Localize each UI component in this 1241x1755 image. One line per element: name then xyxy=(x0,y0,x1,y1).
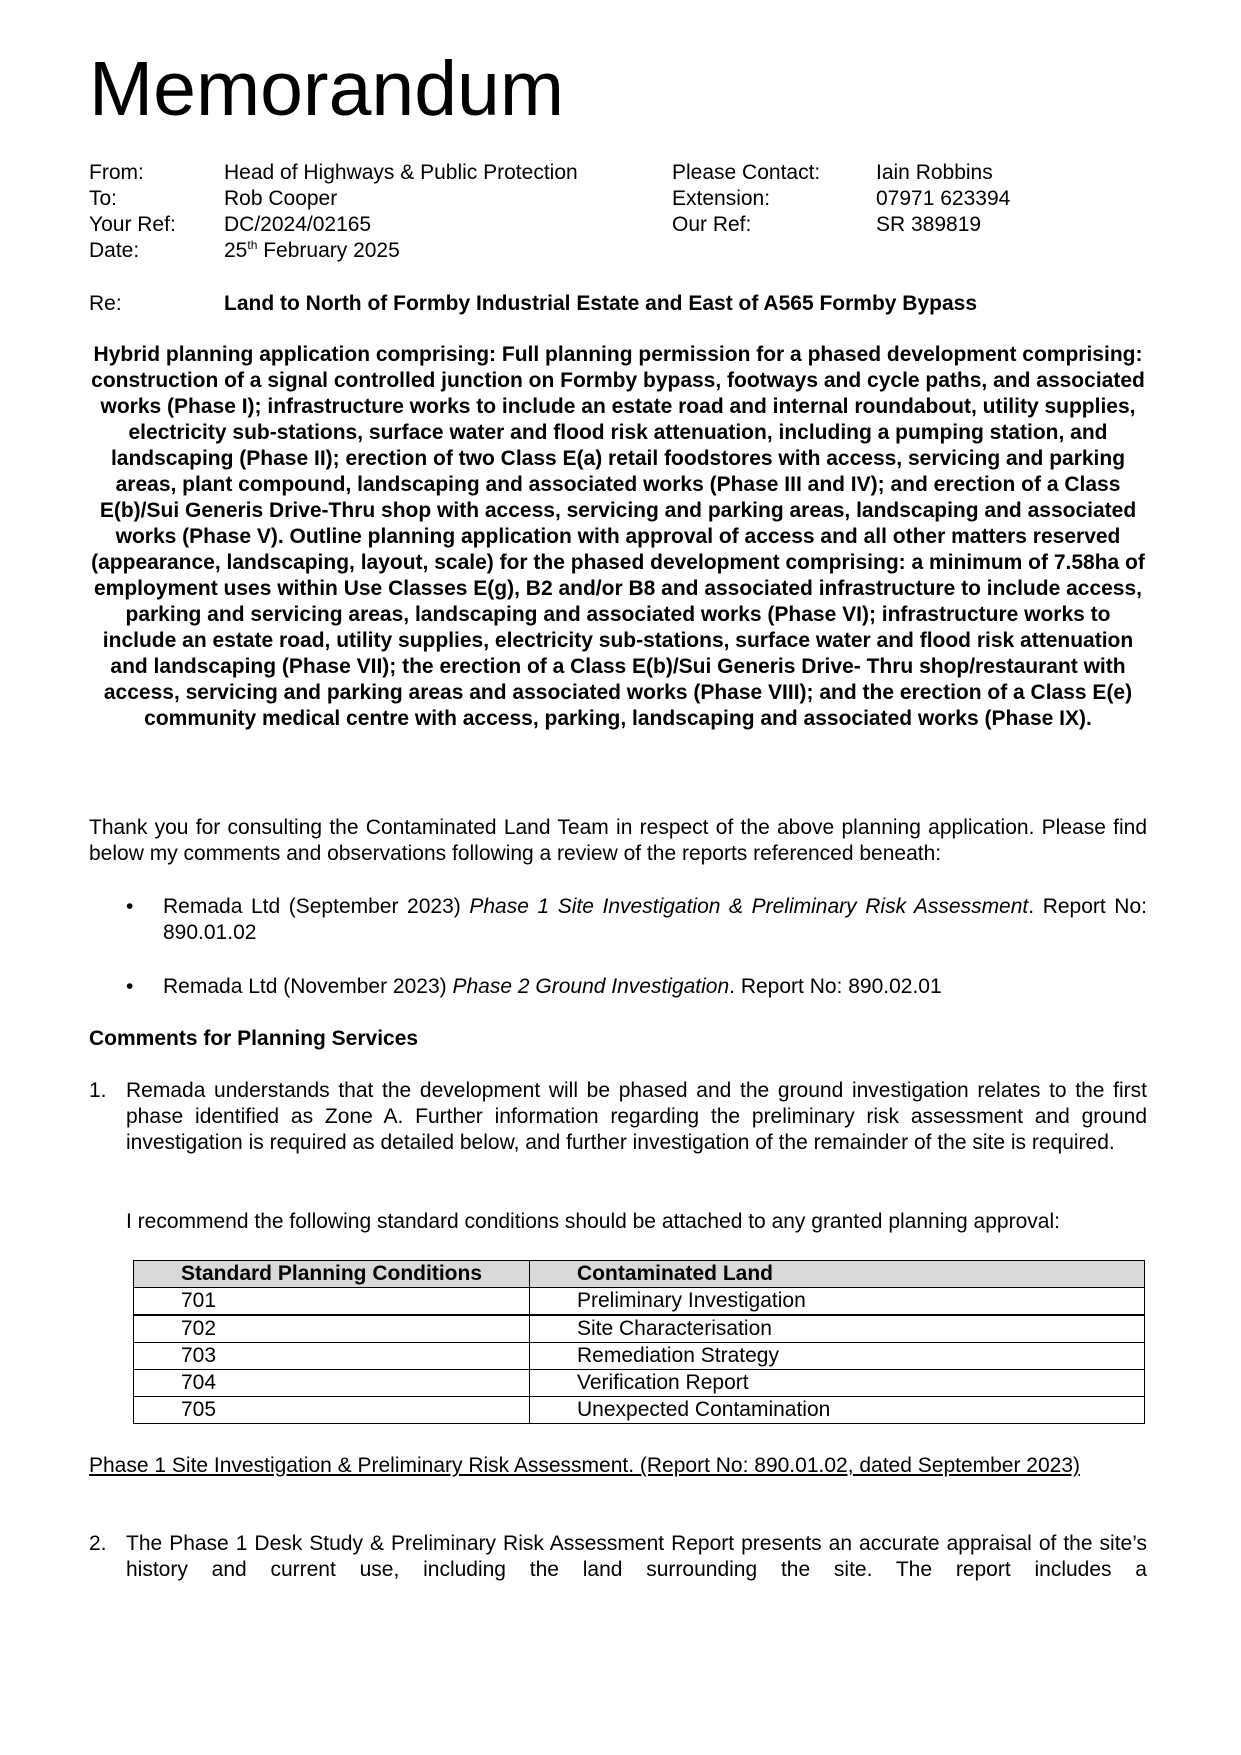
bullet-icon: • xyxy=(126,975,134,998)
date-row xyxy=(89,238,578,264)
table-header-row xyxy=(134,1261,1145,1288)
report-title: Phase 1 Site Investigation & Preliminary Risk Assessment xyxy=(469,895,1029,918)
condition-name: Verification Report xyxy=(530,1370,1145,1397)
table-row xyxy=(134,1343,1145,1370)
intro-paragraph: Thank you for consulting the Contaminated Land Team in respect of the above planning application. Please find below my comments and observations following a review of the reports referenced beneath: xyxy=(89,816,1147,865)
to-row xyxy=(89,186,578,212)
your-ref-value: DC/2024/02165 xyxy=(224,213,372,236)
to-label: To: xyxy=(89,187,118,210)
date-suffix: th xyxy=(247,238,258,252)
subject-label: Re: xyxy=(89,292,122,315)
table-row xyxy=(134,1315,1145,1343)
condition-name: Remediation Strategy xyxy=(530,1343,1145,1370)
numbered-item xyxy=(89,1531,1147,1583)
our-ref-value: SR 389819 xyxy=(876,213,982,236)
contact-label: Please Contact: xyxy=(672,161,821,184)
from-row xyxy=(89,160,578,186)
header-contaminated-land: Contaminated Land xyxy=(530,1261,1145,1288)
our-ref-row xyxy=(672,212,1010,238)
memo-title: Memorandum xyxy=(89,46,565,132)
condition-name: Site Characterisation xyxy=(530,1315,1145,1343)
condition-code: 703 xyxy=(134,1343,530,1370)
bullet-icon: • xyxy=(126,895,134,918)
contact-row xyxy=(672,160,1010,186)
report-suffix: . Report No: 890.02.01 xyxy=(729,975,942,998)
condition-name: Preliminary Investigation xyxy=(530,1288,1145,1316)
contact-value: Iain Robbins xyxy=(876,161,993,184)
report-item xyxy=(89,974,1147,1000)
date-day: 25 xyxy=(224,239,248,262)
report-prefix: Remada Ltd (September 2023) xyxy=(163,895,470,918)
conditions-table xyxy=(133,1260,1145,1424)
item-text: Remada understands that the development will be phased and the ground investigation relates to the first phase identified as Zone A. Further information regarding the preliminary risk assessment and ground investigation is required as detailed below, and further investigation of the remainder of the site is required. xyxy=(126,1079,1147,1154)
date-label: Date: xyxy=(89,239,140,262)
subject-value: Land to North of Formby Industrial Estate and East of A565 Formby Bypass xyxy=(224,292,978,315)
your-ref-row xyxy=(89,212,578,238)
from-label: From: xyxy=(89,161,144,184)
date-value xyxy=(224,238,400,264)
table-row xyxy=(134,1370,1145,1397)
item-text: The Phase 1 Desk Study & Preliminary Risk Assessment Report presents an accurate appraisal of the site’s history and current use, including the land surrounding the site. The report includes a xyxy=(126,1532,1147,1581)
extension-row xyxy=(672,186,1010,212)
report-list xyxy=(89,894,1147,1028)
item-number: 1. xyxy=(89,1079,107,1102)
your-ref-label: Your Ref: xyxy=(89,213,176,236)
report-suffix: . Report No: 890.01.02 xyxy=(163,895,1147,944)
phase1-section-heading: Phase 1 Site Investigation & Preliminary Risk Assessment. (Report No: 890.01.02, dated September 2023) xyxy=(89,1454,1081,1477)
condition-code: 702 xyxy=(134,1315,530,1343)
recommendation-text: I recommend the following standard conditions should be attached to any granted planning approval: xyxy=(126,1210,1060,1233)
date-rest: February 2025 xyxy=(257,239,400,262)
report-text xyxy=(163,974,1147,1000)
memo-header-left xyxy=(89,160,578,264)
item-number: 2. xyxy=(89,1532,107,1555)
comments-heading: Comments for Planning Services xyxy=(89,1027,419,1050)
header-standard-conditions: Standard Planning Conditions xyxy=(134,1261,530,1288)
extension-label: Extension: xyxy=(672,187,771,210)
from-value: Head of Highways & Public Protection xyxy=(224,161,578,184)
numbered-item xyxy=(89,1078,1147,1156)
our-ref-label: Our Ref: xyxy=(672,213,752,236)
memo-header-right xyxy=(672,160,1010,238)
application-description: Hybrid planning application comprising: Full planning permission for a phased development comprising: construction of a signal controlled junction on Formby bypass, footways and cycle paths, and associated works (Phase I); infrastructure works to include an estate road and internal roundabout, utility supplies, electricity sub-stations, surface water and flood risk attenuation, including a pumping station, and landscaping (Phase II); erection of two Class E(a) retail foodstores with access, servicing and parking areas, plant compound, landscaping and associated works (Phase III and IV); and erection of a Class E(b)/Sui Generis Drive-Thru shop with access, servicing and parking areas, landscaping and associated works (Phase V). Outline planning application with approval of access and all other matters reserved (appearance, landscaping, layout, scale) for the phased development comprising: a minimum of 7.58ha of employment uses within Use Classes E(g), B2 and/or B8 and associated infrastructure to include access, parking and servicing areas, landscaping and associated works (Phase VI); infrastructure works to include an estate road, utility supplies, electricity sub-stations, surface water and flood risk attenuation and landscaping (Phase VII); the erection of a Class E(b)/Sui Generis Drive- Thru shop/restaurant with access, servicing and parking areas and associated works (Phase VIII); and the erection of a Class E(e) community medical centre with access, parking, landscaping and associated works (Phase IX). xyxy=(91,343,1145,730)
extension-value: 07971 623394 xyxy=(876,187,1011,210)
condition-code: 701 xyxy=(134,1288,530,1316)
report-prefix: Remada Ltd (November 2023) xyxy=(163,975,453,998)
report-title: Phase 2 Ground Investigation xyxy=(452,975,730,998)
condition-name: Unexpected Contamination xyxy=(530,1397,1145,1424)
table-row xyxy=(134,1288,1145,1316)
condition-code: 704 xyxy=(134,1370,530,1397)
report-item xyxy=(89,894,1147,946)
condition-code: 705 xyxy=(134,1397,530,1424)
to-value: Rob Cooper xyxy=(224,187,338,210)
subject-line xyxy=(89,291,1147,317)
table-row xyxy=(134,1397,1145,1424)
report-text xyxy=(163,894,1147,946)
